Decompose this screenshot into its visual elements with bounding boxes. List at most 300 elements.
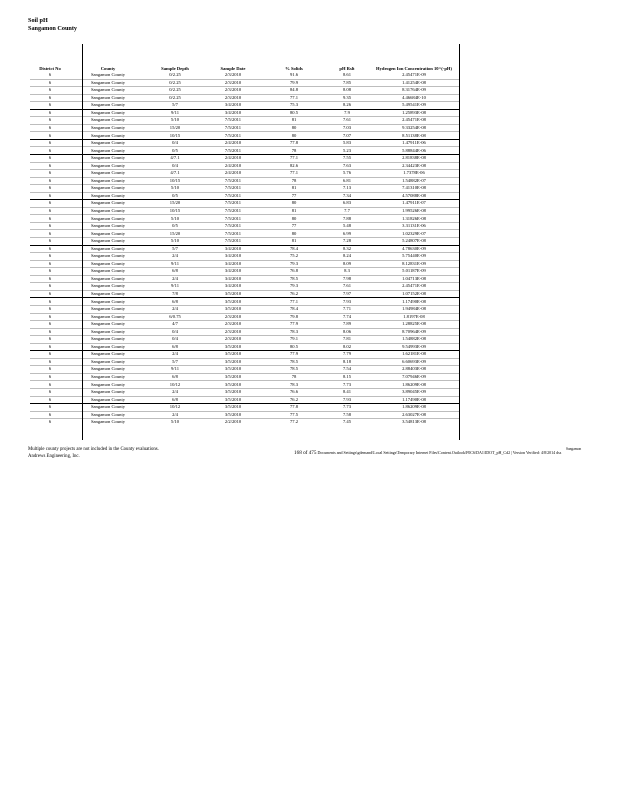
cell-ph: 7.93 — [342, 298, 352, 304]
cell-date: 2/3/2010 — [224, 336, 242, 342]
cell-hydrogen-ion: 9.54993E-09 — [402, 343, 426, 349]
cell-hydrogen-ion: 3.54813E-08 — [402, 419, 426, 425]
cell-solids: 77.5 — [289, 411, 299, 417]
cell-depth: 0/4 — [172, 336, 178, 342]
cell-solids: 78 — [291, 374, 297, 379]
cell-district: 6 — [48, 238, 52, 244]
cell-hydrogen-ion: 6.60693E-09 — [402, 358, 426, 364]
cell-county: Sangamon County — [90, 215, 126, 221]
header-sample-depth: Sample Depth — [161, 66, 189, 71]
cell-ph: 7.85 — [342, 79, 352, 85]
cell-solids: 77.1 — [289, 298, 299, 304]
cell-solids: 78 — [291, 147, 297, 153]
cell-depth: 0/4 — [172, 162, 178, 168]
cell-date: 7/5/2011 — [224, 223, 242, 229]
cell-depth: 5/10 — [170, 238, 180, 244]
cell-solids: 78.4 — [289, 306, 299, 312]
data-table-wrapper — [30, 44, 460, 426]
table-row — [30, 373, 460, 381]
cell-depth: 6/8 — [172, 343, 178, 349]
cell-ph: 8.02 — [342, 343, 352, 349]
cell-date: 3/5/2010 — [224, 381, 242, 387]
cell-date: 2/4/2010 — [224, 162, 242, 168]
table-row — [30, 411, 460, 419]
table-row — [30, 290, 460, 298]
table-row — [30, 230, 460, 238]
cell-county: Sangamon County — [90, 321, 126, 327]
cell-hydrogen-ion: 5.49541E-09 — [402, 102, 426, 108]
cell-district: 6 — [48, 298, 52, 304]
cell-district: 6 — [48, 268, 52, 274]
table-row — [30, 94, 460, 102]
cell-hydrogen-ion: 8.51138E-08 — [402, 132, 426, 138]
cell-ph: 7.07 — [342, 132, 352, 138]
cell-depth: 9/11 — [171, 260, 179, 266]
cell-date: 3/5/2010 — [224, 374, 242, 379]
table-row — [30, 238, 460, 246]
table-row — [30, 298, 460, 306]
cell-depth: 6/8 — [172, 374, 178, 379]
cell-ph: 7.61 — [342, 283, 352, 289]
cell-solids: 77.2 — [289, 419, 299, 425]
cell-date: 3/5/2010 — [224, 404, 242, 410]
cell-district: 6 — [48, 177, 52, 183]
cell-solids: 79.8 — [289, 313, 299, 319]
cell-date: 3/5/2010 — [224, 343, 242, 349]
cell-solids: 80.5 — [289, 109, 299, 115]
cell-ph: 7.9 — [344, 109, 350, 115]
report-title-block — [28, 17, 77, 33]
cell-depth: 15/20 — [169, 230, 181, 236]
cell-depth: 5/7 — [172, 102, 178, 108]
cell-county: Sangamon County — [90, 328, 126, 334]
cell-district: 6 — [48, 192, 52, 198]
header-county: County — [100, 66, 116, 71]
cell-county: Sangamon County — [90, 170, 126, 176]
cell-date: 7/5/2011 — [224, 207, 242, 213]
cell-solids: 80 — [291, 230, 297, 236]
cell-date: 3/4/2010 — [224, 283, 242, 289]
cell-depth: 0/2.25 — [169, 87, 181, 93]
table-row — [30, 328, 460, 336]
table-row — [30, 343, 460, 351]
cell-date: 3/5/2010 — [224, 396, 242, 402]
cell-date: 3/5/2010 — [224, 290, 242, 296]
cell-solids: 82.6 — [289, 162, 299, 168]
cell-date: 2/3/2010 — [224, 87, 242, 93]
cell-depth: 10/15 — [169, 207, 181, 213]
cell-solids: 79.3 — [289, 283, 299, 289]
cell-date: 7/5/2011 — [224, 177, 242, 183]
cell-county: Sangamon County — [90, 185, 126, 191]
cell-county: Sangamon County — [90, 155, 126, 161]
cell-hydrogen-ion: 2.45471E-09 — [402, 72, 426, 78]
column-divider — [82, 44, 83, 440]
cell-date: 7/5/2011 — [224, 192, 242, 198]
cell-date: 3/5/2010 — [224, 306, 242, 312]
cell-hydrogen-ion: 7.07946E-09 — [402, 374, 426, 379]
cell-solids: 91.6 — [289, 72, 299, 78]
cell-solids: 78.5 — [289, 366, 299, 372]
cell-hydrogen-ion: 3.89045E-09 — [402, 389, 426, 395]
cell-depth: 2/4 — [172, 306, 178, 312]
cell-hydrogen-ion: 1.41254E-08 — [402, 79, 426, 85]
cell-district: 6 — [48, 245, 52, 251]
cell-hydrogen-ion: 1.99526E-08 — [402, 207, 426, 213]
cell-county: Sangamon County — [90, 238, 126, 244]
cell-hydrogen-ion: 2.81838E-08 — [402, 155, 426, 161]
table-row — [30, 102, 460, 110]
cell-county: Sangamon County — [90, 343, 126, 349]
cell-county: Sangamon County — [90, 283, 126, 289]
cell-hydrogen-ion: 2.45471E-08 — [402, 117, 426, 123]
cell-depth: 15/20 — [169, 200, 181, 206]
table-row — [30, 200, 460, 208]
cell-district: 6 — [48, 283, 52, 289]
cell-date: 3/4/2010 — [224, 275, 242, 281]
cell-county: Sangamon County — [90, 389, 126, 395]
cell-district: 6 — [48, 215, 52, 221]
cell-depth: 2/4 — [172, 253, 178, 259]
cell-hydrogen-ion: 1.17490E-08 — [402, 298, 426, 304]
cell-date: 2/3/2010 — [224, 328, 242, 334]
cell-ph: 8.61 — [342, 72, 352, 78]
cell-depth: 5/10 — [170, 215, 180, 221]
table-row — [30, 268, 460, 276]
table-row — [30, 170, 460, 178]
cell-ph: 6.83 — [342, 200, 352, 206]
cell-solids: 81 — [291, 185, 297, 191]
cell-ph: 5.83 — [342, 140, 352, 146]
cell-hydrogen-ion: 5.24807E-08 — [402, 238, 426, 244]
table-row — [30, 313, 460, 321]
cell-ph: 6.99 — [342, 230, 352, 236]
cell-district: 6 — [48, 389, 52, 395]
table-row — [30, 305, 460, 313]
cell-hydrogen-ion: 8.31764E-09 — [402, 87, 426, 93]
cell-solids: 76.2 — [289, 396, 299, 402]
cell-county: Sangamon County — [90, 192, 126, 198]
table-row — [30, 351, 460, 359]
cell-depth: 5/10 — [170, 117, 180, 123]
cell-solids: 78.3 — [289, 328, 299, 334]
cell-depth: 6/8 — [172, 396, 178, 402]
cell-district: 6 — [48, 207, 52, 213]
cell-hydrogen-ion: 1.02329E-07 — [402, 230, 426, 236]
cell-hydrogen-ion: 1.17490E-08 — [402, 396, 426, 402]
cell-hydrogen-ion: 1.04713E-08 — [402, 275, 426, 281]
cell-ph: 7.63 — [342, 162, 352, 168]
cell-date: 3/5/2010 — [224, 351, 242, 357]
cell-hydrogen-ion: 8.12831E-09 — [402, 260, 426, 266]
cell-district: 6 — [48, 343, 52, 349]
cell-county: Sangamon County — [90, 366, 126, 372]
cell-ph: 7.81 — [342, 336, 352, 342]
cell-ph: 7.74 — [342, 313, 352, 319]
cell-county: Sangamon County — [90, 94, 126, 100]
cell-depth: 5/7 — [172, 358, 178, 364]
cell-date: 7/5/2011 — [224, 117, 242, 123]
cell-ph: 7.7 — [344, 207, 350, 213]
cell-solids: 79.3 — [289, 260, 299, 266]
cell-solids: 77.8 — [289, 404, 299, 410]
cell-district: 6 — [48, 117, 52, 123]
cell-county: Sangamon County — [90, 162, 126, 168]
cell-solids: 76.6 — [289, 389, 299, 395]
cell-hydrogen-ion: 1.31826E-08 — [402, 215, 426, 221]
cell-hydrogen-ion: 1.25893E-08 — [402, 109, 426, 115]
table-row — [30, 222, 460, 230]
cell-depth: 5/7 — [172, 245, 178, 251]
table-row — [30, 124, 460, 132]
cell-hydrogen-ion: 1.8197E-08 — [403, 313, 425, 319]
cell-solids: 75.2 — [289, 253, 299, 259]
cell-hydrogen-ion: 1.62181E-08 — [402, 351, 426, 357]
table-row — [30, 79, 460, 87]
cell-solids: 78.3 — [289, 381, 299, 387]
cell-depth: 0/5 — [172, 192, 178, 198]
cell-depth: 7/8 — [172, 290, 178, 296]
table-row — [30, 321, 460, 329]
cell-ph: 7.98 — [342, 275, 352, 281]
table-row — [30, 381, 460, 389]
cell-county: Sangamon County — [90, 79, 126, 85]
cell-district: 6 — [48, 328, 52, 334]
cell-depth: 10/15 — [169, 177, 181, 183]
cell-solids: 80 — [291, 200, 297, 206]
cell-county: Sangamon County — [90, 117, 126, 123]
cell-district: 6 — [48, 358, 52, 364]
cell-county: Sangamon County — [90, 268, 126, 274]
cell-county: Sangamon County — [90, 230, 126, 236]
cell-county: Sangamon County — [90, 396, 126, 402]
cell-solids: 81 — [291, 238, 297, 244]
cell-date: 2/3/2010 — [224, 321, 242, 327]
cell-solids: 80 — [291, 124, 297, 130]
cell-depth: 0/4 — [172, 140, 178, 146]
table-row — [30, 260, 460, 268]
footer-path-area — [294, 450, 561, 456]
cell-district: 6 — [48, 79, 52, 85]
cell-solids: 78.5 — [289, 275, 299, 281]
table-row — [30, 253, 460, 261]
table-row — [30, 109, 460, 117]
cell-solids: 78.4 — [289, 245, 299, 251]
header-solids: % Solids — [285, 66, 303, 71]
cell-solids: 78 — [291, 177, 297, 183]
table-row — [30, 155, 460, 163]
cell-date: 2/3/2010 — [224, 79, 242, 85]
cell-ph: 6.81 — [342, 177, 352, 183]
cell-district: 6 — [48, 132, 52, 138]
cell-district: 6 — [48, 290, 52, 296]
cell-ph: 8.09 — [342, 260, 352, 266]
table-header-row — [30, 44, 460, 72]
cell-date: 3/4/2010 — [224, 245, 242, 251]
cell-depth: 0/5 — [172, 223, 178, 229]
cell-county: Sangamon County — [90, 72, 126, 78]
cell-district: 6 — [48, 336, 52, 342]
cell-depth: 6/8 — [172, 298, 178, 304]
cell-depth: 0/2.25 — [169, 79, 181, 85]
cell-ph: 8.18 — [342, 358, 352, 364]
cell-district: 6 — [48, 313, 52, 319]
footer-note: Multiple county projects are not included in the County evaluations. — [28, 447, 159, 452]
cell-county: Sangamon County — [90, 200, 126, 206]
cell-county: Sangamon County — [90, 140, 126, 146]
cell-hydrogen-ion: 2.63027E-08 — [402, 411, 426, 417]
cell-hydrogen-ion: 5.75440E-09 — [402, 253, 426, 259]
cell-ph: 5.23 — [342, 147, 352, 153]
cell-ph: 7.34 — [342, 192, 352, 198]
cell-county: Sangamon County — [90, 336, 126, 342]
cell-hydrogen-ion: 2.88403E-08 — [402, 366, 426, 372]
cell-date: 2/3/2010 — [224, 72, 242, 78]
cell-solids: 80 — [291, 215, 297, 221]
cell-district: 6 — [48, 351, 52, 357]
cell-solids: 77.9 — [289, 321, 299, 327]
cell-hydrogen-ion: 4.78630E-09 — [402, 245, 426, 251]
cell-depth: 0/2.25 — [169, 72, 181, 78]
cell-county: Sangamon County — [90, 253, 126, 259]
cell-hydrogen-ion: 2.34423E-08 — [402, 162, 426, 168]
header-district: District No — [39, 66, 61, 71]
cell-district: 6 — [48, 396, 52, 402]
footer-company: Andrews Engineering, Inc. — [28, 454, 80, 459]
cell-depth: 9/11 — [171, 283, 179, 289]
cell-solids: 77 — [291, 192, 297, 198]
cell-ph: 7.55 — [342, 155, 352, 161]
cell-county: Sangamon County — [90, 351, 126, 357]
header-hydrogen-ion: Hydrogen Ion Concentration 10^(-pH) — [376, 66, 452, 71]
cell-ph: 7.97 — [342, 290, 352, 296]
cell-hydrogen-ion: 1.54882E-08 — [402, 336, 426, 342]
cell-date: 7/5/2011 — [224, 230, 242, 236]
table-right-border — [459, 44, 460, 440]
table-row — [30, 245, 460, 253]
cell-solids: 77.8 — [289, 140, 299, 146]
cell-county: Sangamon County — [90, 419, 126, 425]
cell-district: 6 — [48, 147, 52, 153]
table-row — [30, 366, 460, 374]
header-sample-date: Sample Date — [220, 66, 246, 71]
cell-district: 6 — [48, 124, 52, 130]
cell-county: Sangamon County — [90, 109, 126, 115]
cell-ph: 7.03 — [342, 124, 352, 130]
cell-solids: 77 — [291, 223, 297, 229]
cell-date: 2/3/2010 — [224, 94, 242, 100]
cell-district: 6 — [48, 381, 52, 387]
cell-date: 3/4/2010 — [224, 253, 242, 259]
cell-hydrogen-ion: 5.88844E-06 — [402, 147, 426, 153]
cell-hydrogen-ion: 1.86209E-08 — [402, 404, 426, 410]
cell-district: 6 — [48, 374, 52, 379]
footer-corner-label: Sangamon — [566, 447, 582, 451]
cell-county: Sangamon County — [90, 411, 126, 417]
cell-date: 7/5/2011 — [224, 124, 242, 130]
cell-hydrogen-ion: 9.33254E-08 — [402, 124, 426, 130]
cell-solids: 75.3 — [289, 102, 299, 108]
cell-date: 2/4/2010 — [224, 170, 242, 176]
cell-county: Sangamon County — [90, 298, 126, 304]
cell-ph: 7.54 — [342, 366, 352, 372]
cell-ph: 9.35 — [342, 94, 352, 100]
cell-district: 6 — [48, 140, 52, 146]
cell-depth: 6/8 — [172, 268, 178, 274]
cell-county: Sangamon County — [90, 124, 126, 130]
table-row — [30, 215, 460, 223]
cell-date: 2/4/2010 — [224, 140, 242, 146]
cell-date: 7/5/2011 — [224, 215, 242, 221]
table-row — [30, 404, 460, 412]
cell-county: Sangamon County — [90, 207, 126, 213]
cell-date: 3/4/2010 — [224, 109, 242, 115]
cell-depth: 9/11 — [171, 109, 179, 115]
cell-district: 6 — [48, 185, 52, 191]
cell-district: 6 — [48, 306, 52, 312]
cell-hydrogen-ion: 4.46684E-10 — [402, 94, 426, 100]
cell-ph: 7.61 — [342, 117, 352, 123]
table-row — [30, 283, 460, 291]
cell-depth: 5/10 — [170, 419, 180, 425]
cell-ph: 8.3 — [344, 268, 350, 274]
cell-ph: 7.73 — [342, 404, 352, 410]
cell-date: 3/5/2010 — [224, 298, 242, 304]
cell-district: 6 — [48, 109, 52, 115]
cell-county: Sangamon County — [90, 374, 126, 379]
table-row — [30, 177, 460, 185]
cell-hydrogen-ion: 7.41310E-08 — [402, 185, 426, 191]
cell-district: 6 — [48, 155, 52, 161]
table-row — [30, 396, 460, 404]
cell-hydrogen-ion: 1.28825E-08 — [402, 321, 426, 327]
cell-date: 2/3/2010 — [224, 313, 242, 319]
cell-county: Sangamon County — [90, 223, 126, 229]
cell-district: 6 — [48, 102, 52, 108]
cell-hydrogen-ion: 1.47911E-07 — [402, 200, 426, 206]
cell-district: 6 — [48, 275, 52, 281]
cell-solids: 80 — [291, 132, 297, 138]
cell-district: 6 — [48, 253, 52, 259]
cell-solids: 81 — [291, 117, 297, 123]
cell-solids: 78.5 — [289, 358, 299, 364]
cell-ph: 7.88 — [342, 215, 352, 221]
cell-county: Sangamon County — [90, 260, 126, 266]
cell-date: 3/5/2010 — [224, 389, 242, 395]
cell-depth: 0/4 — [172, 328, 178, 334]
cell-solids: 77.9 — [289, 351, 299, 357]
cell-district: 6 — [48, 87, 52, 93]
table-row — [30, 358, 460, 366]
cell-district: 6 — [48, 260, 52, 266]
cell-district: 6 — [48, 366, 52, 372]
cell-solids: 77.1 — [289, 170, 299, 176]
table-row — [30, 147, 460, 155]
cell-date: 3/5/2010 — [224, 358, 242, 364]
cell-ph: 7.79 — [342, 351, 352, 357]
cell-depth: 10/12 — [169, 381, 181, 387]
table-row — [30, 72, 460, 79]
cell-ph: 7.89 — [342, 321, 352, 327]
cell-hydrogen-ion: 1.47911E-06 — [402, 140, 426, 146]
cell-date: 3/4/2010 — [224, 260, 242, 266]
cell-county: Sangamon County — [90, 102, 126, 108]
table-row — [30, 419, 460, 426]
cell-date: 7/5/2011 — [224, 238, 242, 244]
cell-county: Sangamon County — [90, 87, 126, 93]
cell-solids: 79.1 — [289, 336, 299, 342]
cell-ph: 8.24 — [342, 253, 352, 259]
